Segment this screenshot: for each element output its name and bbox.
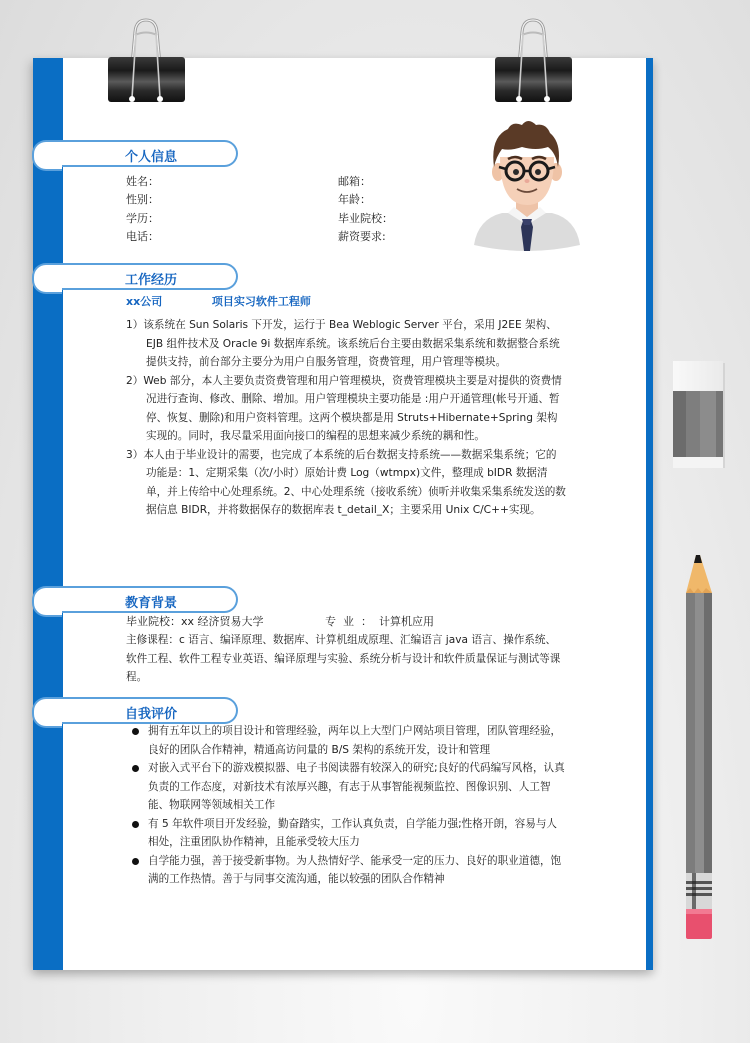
pencil-icon: [684, 555, 714, 945]
bullet-icon: [132, 821, 139, 828]
list-item: 拥有五年以上的项目设计和管理经验，两年以上大型门户网站项目管理，团队管理经验，良好的团队合作精神，精通高访问量的 B/S 架构的系统开发，设计和管理: [126, 722, 566, 759]
education-courses: 主修课程：c 语言、编译原理、数据库、计算机组成原理、汇编语言 java 语言、操作系统、软件工程、软件工程专业英语、编译原理与实验、系统分析与设计和软件质量保证与测试等课程。: [126, 634, 561, 683]
job-heading: [126, 293, 311, 309]
field-name-label: 姓名：: [126, 175, 159, 188]
section-header-education: [52, 586, 238, 613]
binder-clip-icon: [108, 12, 185, 102]
section-title: 教育背景: [125, 596, 178, 611]
field-phone-label: 电话：: [126, 230, 159, 243]
section-title: 工作经历: [125, 273, 178, 288]
field-education-label: 学历：: [126, 212, 159, 225]
list-item: 自学能力强，善于接受新事物。为人热情好学、能承受一定的压力、良好的职业道德，饱满的工作热情。善于与同事交流沟通，能以较强的团队合作精神: [126, 852, 566, 889]
work-description: [126, 316, 566, 520]
work-item: 1）该系统在 Sun Solaris 下开发，运行于 Bea Weblogic Server 平台，采用 J2EE 架构、EJB 组件技术及 Oracle 9i 数据库系统。该系统后台主要由数据采集系统和数据整合系统提供支持，前台部分主要分为用户自服务管理，资费管理，用户管理等模块。: [126, 319, 560, 368]
field-age-label: 年龄：: [338, 193, 371, 206]
self-evaluation-list: [126, 722, 566, 889]
bullet-icon: [132, 728, 139, 735]
field-salary-label: 薪资要求:: [338, 230, 386, 243]
section-title: 个人信息: [125, 150, 178, 165]
education-major: 专 业 ： 计算机应用: [325, 615, 434, 628]
eraser-icon: [673, 361, 725, 468]
education-school: 毕业院校：xx 经济贸易大学: [126, 615, 264, 628]
list-item: 有 5 年软件项目开发经验，勤奋踏实，工作认真负责，自学能力强;性格开朗，容易与人相处，注重团队协作精神，且能承受较大压力: [126, 815, 566, 852]
section-header-self-evaluation: [52, 697, 238, 724]
avatar: [472, 117, 582, 252]
left-accent-bar: [33, 58, 63, 970]
company-name: xx公司: [126, 295, 163, 308]
binder-clip-icon: [495, 12, 572, 102]
bullet-icon: [132, 858, 139, 865]
right-accent-bar: [646, 58, 653, 970]
section-header-personal-info: [52, 140, 238, 167]
list-item: 对嵌入式平台下的游戏模拟器、电子书阅读器有较深入的研究;良好的代码编写风格，认真负责的工作态度，对新技术有浓厚兴趣，有志于从事智能视频监控、图像识别、人工智能、物联网等领域相关工作: [126, 759, 566, 815]
work-item: 2）Web 部分，本人主要负责资费管理和用户管理模块，资费管理模块主要是对提供的资费情况进行查询、修改、删除、增加。用户管理模块主要功能是 :用户开通管理(帐号开通、暂停、恢复、删除)和用户资料管理。这两个模块都是用 Struts+Hibernate+Spring 架构实现的。同时，我尽量采用面向接口的编程的思想来减少系统的耦和性。: [126, 374, 562, 442]
field-school-label: 毕业院校：: [338, 212, 393, 225]
section-title: 自我评价: [125, 707, 178, 722]
bullet-icon: [132, 765, 139, 772]
field-gender-label: 性别：: [126, 193, 159, 206]
work-item: 3）本人由于毕业设计的需要，也完成了本系统的后台数据支持系统——数据采集系统；它的功能是：1、定期采集（次/小时）原始计费 Log（wtmpx)文件，整理成 bIDR 数据清单，并上传给中心处理系统。2、中心处理系统（接收系统）侦听并收集采集系统发送的数据信息 BIDR，并将数据保存的数据库表 t_detail_X；主要采用 Unix C/C++实现。: [126, 448, 566, 516]
section-header-work-experience: [52, 263, 238, 290]
job-position: 项目实习软件工程师: [211, 295, 311, 308]
field-email-label: 邮箱：: [338, 175, 371, 188]
